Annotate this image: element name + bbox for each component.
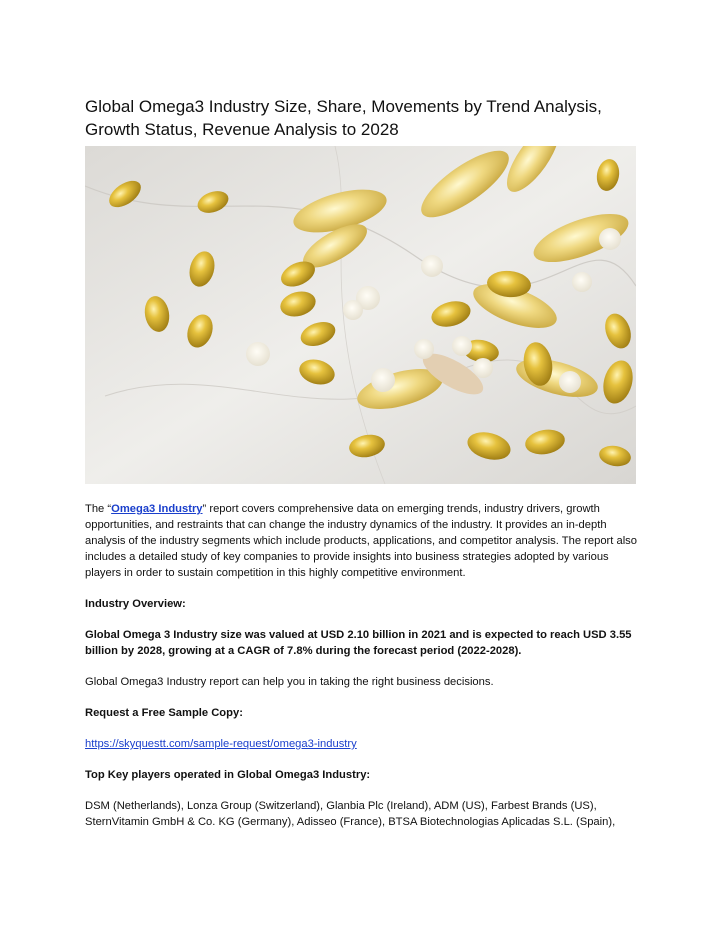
title-line-2: Growth Status, Revenue Analysis to 2028 [85,120,399,139]
players-list [85,798,640,830]
intro-prefix: The “ [85,503,112,515]
players-line-2: SternVitamin GmbH & Co. KG (Germany), Adisseo (France), BTSA Biotechnologias Aplicadas S.L. (Spain), [85,816,616,828]
sample-link-paragraph [85,736,640,752]
sample-heading: Request a Free Sample Copy: [85,707,243,719]
page-title [85,95,645,141]
overview-heading: Industry Overview: [85,598,186,610]
players-line-1: DSM (Netherlands), Lonza Group (Switzerland), Glanbia Plc (Ireland), ADM (US), Farbest Brands (US), [85,800,597,812]
intro-suffix: ” report covers comprehensive data on emerging trends, industry drivers, growth opportunities, and restraints that can change the industry dynamics of the industry. It provides an in-depth analysis of the industry segments which include products, applications, and competitor analysis. The report also includes a detailed study of key companies to provide insights into business strategies adopted by various players in order to sustain competition in this highly competitive environment. [85,503,638,579]
players-heading: Top Key players operated in Global Omega3 Industry: [85,769,371,781]
overview-text: Global Omega 3 Industry size was valued at USD 2.10 billion in 2021 and is expected to reach USD 3.55 billion by 2028, growing at a CAGR of 7.8% during the forecast period (2022-2028). [85,629,632,657]
sample-request-link[interactable]: https://skyquestt.com/sample-request/omega3-industry [85,738,357,750]
omega3-industry-link[interactable]: Omega3 Industry [111,503,203,515]
document-page [85,0,640,830]
hero-image [85,146,636,484]
decision-text: Global Omega3 Industry report can help you in taking the right business decisions. [85,676,494,688]
intro-paragraph [85,501,640,581]
title-line-1: Global Omega3 Industry Size, Share, Movements by Trend Analysis, [85,97,602,116]
